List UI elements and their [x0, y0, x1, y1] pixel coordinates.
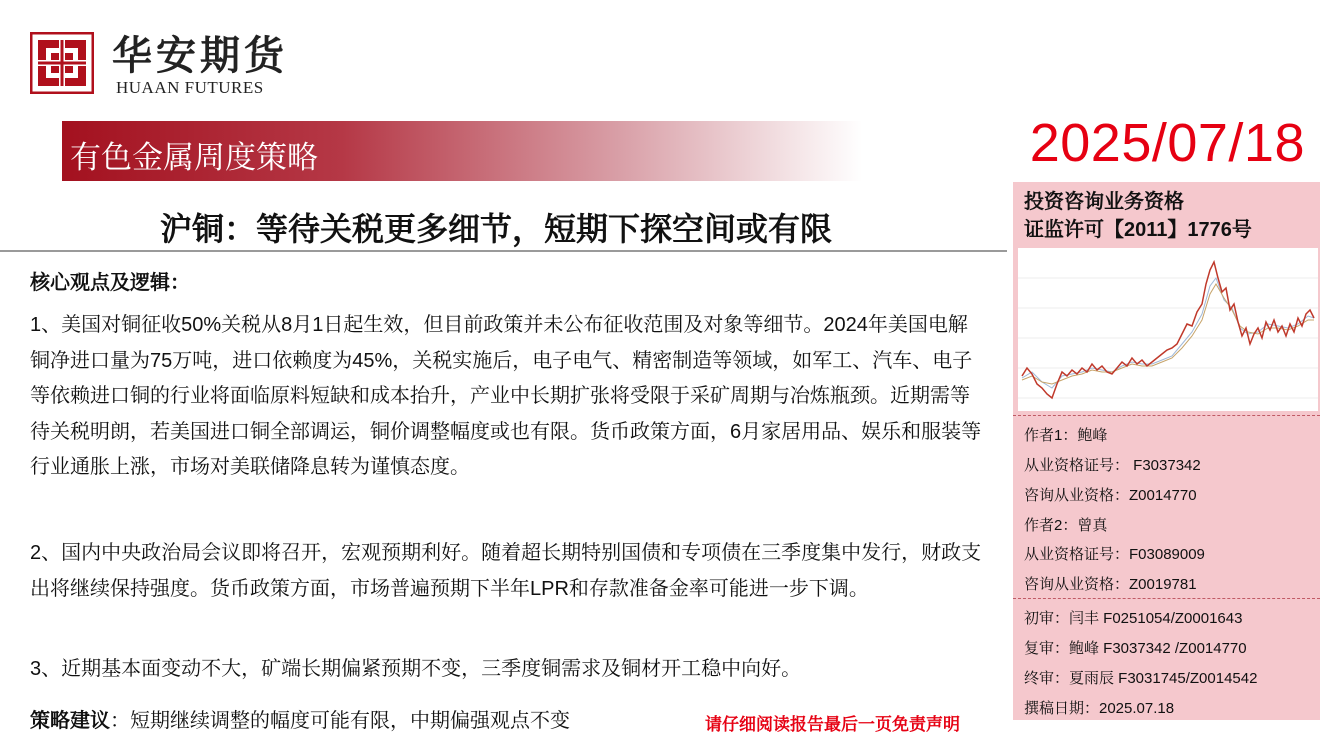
draft-date: 撰稿日期：2025.07.18 — [1024, 700, 1175, 717]
paragraph-1: 1、美国对铜征收50%关税从8月1日起生效，但目前政策并未公布征收范围及对象等细节。2024年美国电解铜净进口量为75万吨，进口依赖度为45%，关税实施后，电子电气、精密制造等领域，如军工、汽车、电子等依赖进口铜的行业将面临原料短缺和成本抬升，产业中长期扩张将受限于采矿周期与冶炼瓶颈。近期需等待关税明朗，若美国进口铜全部调运，铜价调整幅度或也有限。货币政策方面，6月家居用品、娱乐和服装等行业通胀上涨，市场对美联储降息转为谨慎态度。 — [30, 314, 982, 478]
author2-license: 从业资格证号：F03089009 — [1024, 546, 1205, 563]
first-review: 初审：闫丰 F0251054/Z0001643 — [1024, 610, 1243, 627]
logo-icon — [30, 32, 94, 94]
author2-consult-license: 咨询从业资格：Z0019781 — [1024, 576, 1197, 593]
logo-english: HUAAN FUTURES — [116, 78, 264, 97]
author1-name: 作者1：鲍峰 — [1024, 427, 1108, 444]
sidebar-divider — [1013, 415, 1320, 416]
logo-chinese: 华安期货 — [112, 32, 288, 79]
author2-name: 作者2：曾真 — [1024, 517, 1108, 534]
paragraph-3: 3、近期基本面变动不大，矿端长期偏紧预期不变，三季度铜需求及铜材开工稳中向好。 — [30, 658, 802, 680]
final-review: 终审：夏雨辰 F3031745/Z0014542 — [1024, 670, 1258, 687]
strategy-separator: ： — [110, 710, 130, 732]
second-review: 复审：鲍峰 F3037342 /Z0014770 — [1024, 640, 1247, 657]
strategy-label: 策略建议 — [30, 710, 110, 732]
strategy-line — [30, 704, 570, 733]
qualification-title: 投资咨询业务资格 — [1024, 191, 1184, 213]
license-number: 证监许可【2011】1776号 — [1024, 219, 1252, 241]
divider — [0, 250, 1007, 252]
section-heading: 核心观点及逻辑： — [30, 272, 190, 294]
price-chart-image — [1018, 248, 1318, 411]
paragraph-2: 2、国内中央政治局会议即将召开，宏观预期利好。随着超长期特别国债和专项债在三季度集中发行，财政支出将继续保持强度。货币政策方面，市场普遍预期下半年LPR和存款准备金率可能进一步下调。 — [30, 542, 982, 600]
banner-title: 有色金属周度策略 — [70, 140, 318, 175]
page-title: 沪铜：等待关税更多细节，短期下探空间或有限 — [160, 211, 833, 247]
author1-license: 从业资格证号： F3037342 — [1024, 457, 1201, 474]
disclaimer: 请仔细阅读报告最后一页免责声明 — [705, 715, 960, 734]
strategy-text: 短期继续调整的幅度可能有限，中期偏强观点不变 — [130, 710, 570, 732]
author1-consult-license: 咨询从业资格：Z0014770 — [1024, 487, 1197, 504]
sidebar-divider — [1013, 598, 1320, 599]
report-date: 2025/07/18 — [1029, 113, 1305, 173]
